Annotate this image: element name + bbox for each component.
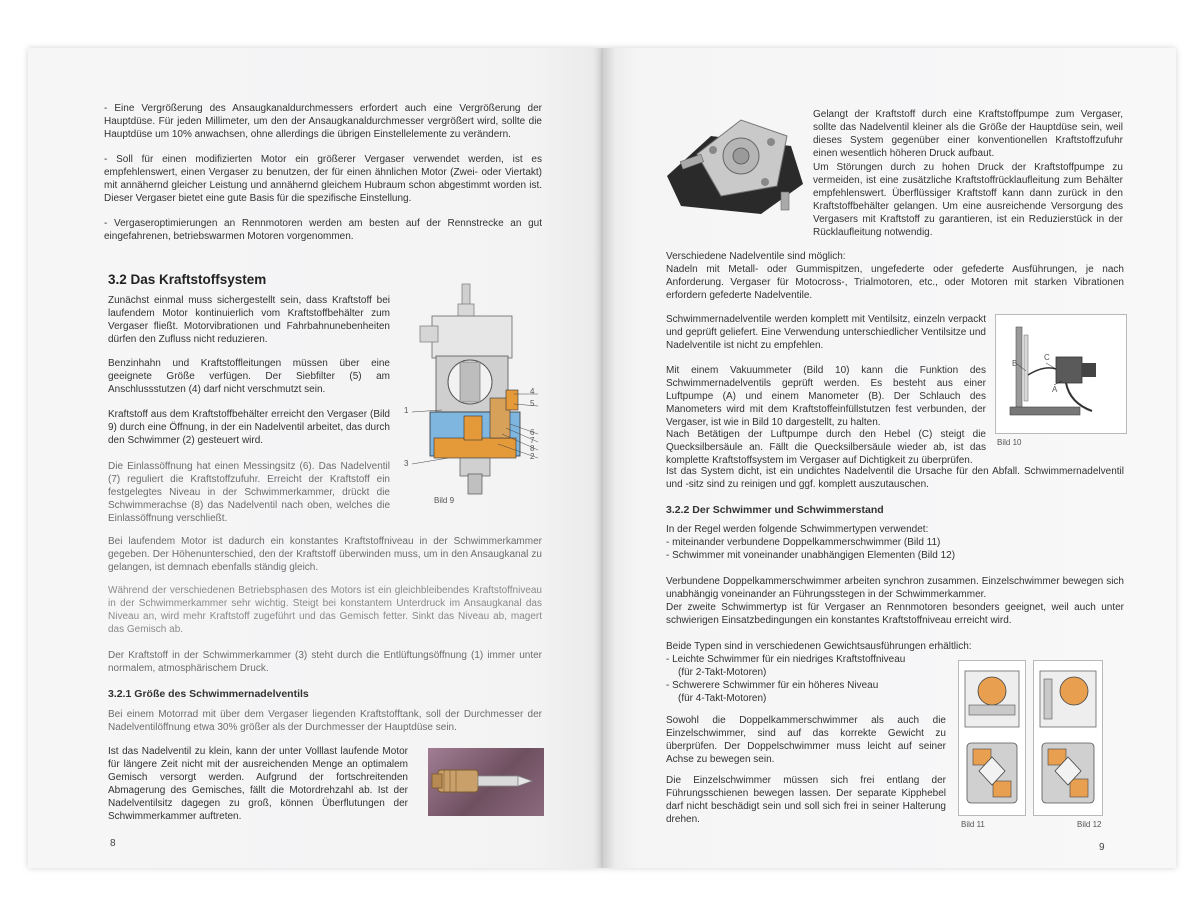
paragraph: Ist das System dicht, ist ein undichtes Nadelventil die Ursache für den Abfall. Schwimmernadelventil und -sitz sind zu reinigen und ggf. komplett auszutauschen. [666,466,1124,490]
fig9-label: 4 [530,387,535,396]
bullet-item: - Vergaseroptimierungen an Rennmotoren werden am besten auf der Rennstrecke an gut eingefahrenen, betriebswarmen Motoren vorgenommen. [104,218,542,242]
page-gutter [593,48,615,868]
list-item: - Schwimmer mit voneinander unabhängigen Elementen (Bild 12) [666,550,956,561]
page-number: 8 [110,838,116,849]
float-figure-12 [1033,660,1103,816]
list-item: (für 4-Takt-Motoren) [678,693,767,704]
paragraph: Der zweite Schwimmertyp ist für Vergaser an Rennmotoren besonders geeignet, weil auch unter schwierigen Einsatzbedingungen ein konstantes Kraftstoffniveau erreicht wird. [666,602,1124,626]
paragraph: Beide Typen sind in verschiedenen Gewichtsausführungen erhältlich: [666,641,972,652]
figure-caption: Bild 10 [997,438,1022,447]
paragraph: Kraftstoff aus dem Kraftstoffbehälter erreicht den Vergaser (Bild 9) durch eine Öffnung, in der ein Nadelventil arbeitet, das durch den Schwimmer (2) gesteuert wird. [108,409,390,446]
bullet-item: - Eine Vergrößerung des Ansaugkanaldurchmessers erfordert auch eine Vergrößerung der Hauptdüse. Für jeden Millimeter, um den der Ansaugkanaldurchmesser vergrößert wird, sollte die Hauptdüse um 10% anwachsen, ohne allerdings die übrigen Einstellelemente zu verändern. [104,103,542,140]
figure-caption: Bild 12 [1077,820,1102,829]
paragraph: Zunächst einmal muss sichergestellt sein, dass Kraftstoff bei laufendem Motor kontinuierlich vom Kraftstoffbehälter zum Vergaser fließt. Motorvibrationen und Fahrbahnunebenheiten dürfen den Zufluss nicht reduzieren. [108,295,390,345]
left-page [28,48,603,868]
list-item: - miteinander verbundene Doppelkammerschwimmer (Bild 11) [666,537,941,548]
vacuum-meter-figure [995,314,1127,434]
paragraph: Gelangt der Kraftstoff durch eine Kraftstoffpumpe zum Vergaser, sollte das Nadelventil kleiner als die Größe der Hauptdüse sein, weil dieses System gegenüber einer konventionellen Kraftstoffzufuhr einen wesentlich höheren Druck aufbaut. [813,109,1123,159]
fig9-label: 5 [530,399,535,408]
paragraph: Schwimmernadelventile werden komplett mit Ventilsitz, einzeln verpackt und geprüft geliefert. Eine Verwendung unterschiedlicher Ventilsitze und Nadelventile ist nicht zu empfehlen. [666,314,986,351]
paragraph: Bei einem Motorrad mit über dem Vergaser liegenden Kraftstofftank, soll der Durchmesser der Nadelventilöffnung etwa 30% größer als der Durchmesser der Hauptdüse sein. [108,709,542,733]
figure-caption: Bild 11 [961,820,985,829]
list-item: (für 2-Takt-Motoren) [678,667,767,678]
fig9-label: 3 [404,459,409,468]
paragraph: Nadeln mit Metall- oder Gummispitzen, ungefederte oder gefederte Ausführungen, je nach Anforderung. Vergaser für Motocross-, Trialmotoren, etc., oder Motoren mit starken Vibrationen erfordern gefederte Nadelventile. [666,264,1124,301]
paragraph: Während der verschiedenen Betriebsphasen des Motors ist ein gleichbleibendes Kraftstoffniveau in der Schwimmerkammer sehr wichtig. Steigt bei konstantem Unterdruck im Ansaugkanal das Niveau an, wird mehr Kraftstoff zugeführt und das Gemisch fetter. Sinkt das Niveau ab, magert das Gemisch ab. [108,585,542,635]
subsection-heading: 3.2.2 Der Schwimmer und Schwimmerstand [666,504,884,516]
page-number: 9 [1099,842,1105,853]
fig10-label: C [1044,353,1050,362]
paragraph: Sowohl die Doppelkammerschwimmer als auch die Einzelschwimmer, sind auf das korrekte Gewicht zu überprüfen. Der Doppelschwimmer muss leicht auf seiner Achse zu bewegen sein. [666,715,946,765]
paragraph: Verbundene Doppelkammerschwimmer arbeiten synchron zusammen. Einzelschwimmer bewegen sich unabhängig voneinander an Führungsstegen in der Schwimmerkammer. [666,576,1124,600]
subsection-heading: 3.2.1 Größe des Schwimmernadelventils [108,688,309,700]
list-item: - Schwerere Schwimmer für ein höheres Niveau [666,680,879,691]
float-figure-11 [958,660,1026,816]
paragraph: Mit einem Vakuummeter (Bild 10) kann die Funktion des Schwimmernadelventils geprüft werden. Es besteht aus einer Luftpumpe (A) und einem Manometer (B). Der Schlauch des Manometers wird mit dem Kraftstoffeinfüllstutzen fest verbunden, der Vergaser, ist wie in Bild 10 dargestellt, zu halten. [666,365,986,428]
paragraph: Nach Betätigen der Luftpumpe durch den Hebel (C) steigt die Quecksilbersäule an. Fällt die Quecksilbersäule wieder ab, ist das komplette Kraftstoffsystem im Vergaser auf Dichtigkeit zu überprüfen. [666,429,986,466]
paragraph: Die Einzelschwimmer müssen sich frei entlang der Führungsschienen bewegen lassen. Der separate Kipphebel darf nicht beschädigt sein und soll sich frei in seiner Halterung drehen. [666,775,946,825]
paragraph: Verschiedene Nadelventile sind möglich: [666,251,846,262]
booklet-spread [28,48,1176,868]
fig10-label: A [1052,385,1058,394]
paragraph: Benzinhahn und Kraftstoffleitungen müssen über eine geeignete Größe verfügen. Der Siebfilter (5) am Anschlussstutzen (4) darf nicht verschmutzt sein. [108,358,390,395]
carburetor-diagram [402,278,542,508]
paragraph: Ist das Nadelventil zu klein, kann der unter Volllast laufende Motor für längere Zeit nicht mit der ausreichenden Menge an optimalem Gemisch versorgt werden. Aufgrund der fortschreitenden Abmagerung des Gemisches, fällt die Motordrehzahl ab. Ist der Nadelventilsitz dagegen zu groß, können Überflutungen der Schwimmerkammer auftreten. [108,746,408,822]
right-page [603,48,1176,868]
fig9-label: 2 [530,452,535,461]
bullet-item: - Soll für einen modifizierten Motor ein größerer Vergaser verwendet werden, ist es empfehlenswert, einen Vergaser zu benutzen, der für einen ähnlichen Motor (Zwei- oder Viertakt) mit annähernd gleicher Leistung und annähernd gleichem Hubraum schon abgestimmt worden ist. Dieser Vergaser bietet eine gute Basis für die spezifische Einstellung. [104,154,542,204]
list-item: - Leichte Schwimmer für ein niedriges Kraftstoffniveau [666,654,906,665]
fig9-label: 8 [530,444,535,453]
paragraph: Die Einlassöffnung hat einen Messingsitz (6). Das Nadelventil (7) reguliert die Kraftstoffzufuhr. Erreicht der Kraftstoff ein festgelegtes Niveau in der Schwimmerkammer, drückt die Schwimmerachse (8) das Nadelventil nach oben, welches die Einlassöffnung verschließt. [108,461,390,524]
paragraph: In der Regel werden folgende Schwimmertypen verwendet: [666,524,929,535]
fuel-pump-photo [661,106,811,218]
needle-valve-photo [428,748,544,816]
fig9-label: 1 [404,406,409,415]
paragraph: Um Störungen durch zu hohen Druck der Kraftstoffpumpe zu vermeiden, ist eine zusätzliche Kraftstoffrücklaufleitung zum Behälter empfehlenswert. Überflüssiger Kraftstoff kann dann zurück in den Kraftstoffbehälter gelangen. Um eine ausreichende Versorgung des Vergasers mit Kraftstoff zu garantieren, ist ein Reduzierstück in der Rücklaufleitung notwendig. [813,162,1123,238]
paragraph: Der Kraftstoff in der Schwimmerkammer (3) steht durch die Entlüftungsöffnung (1) immer unter normalem, atmosphärischem Druck. [108,650,542,674]
fig9-label: 7 [530,436,535,445]
figure-caption: Bild 9 [434,496,455,505]
fig10-label: B [1012,359,1018,368]
paragraph: Bei laufendem Motor ist dadurch ein konstantes Kraftstoffniveau in der Schwimmerkammer gegeben. Der Höhenunterschied, den der Kraftstoff überwinden muss, um in den Ansaugkanal zu gelangen, ist demnach ebenfalls ständig gleich. [108,536,542,573]
section-heading: 3.2 Das Kraftstoffsystem [108,272,267,287]
fig9-label: 6 [530,428,535,437]
bullet-list [104,102,542,255]
